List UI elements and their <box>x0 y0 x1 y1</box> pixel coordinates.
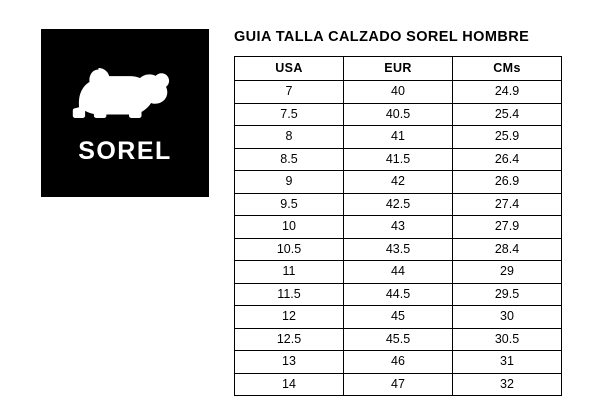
cell-eur: 43 <box>344 216 453 239</box>
table-row <box>235 373 562 396</box>
cell-eur: 41 <box>344 126 453 149</box>
brand-wordmark: SOREL <box>78 136 172 165</box>
page-title: GUIA TALLA CALZADO SOREL HOMBRE <box>234 29 530 45</box>
brand-block <box>41 29 209 197</box>
cell-eur: 44 <box>344 261 453 284</box>
table-row <box>235 283 562 306</box>
table-row <box>235 351 562 374</box>
table-row <box>235 193 562 216</box>
cell-usa: 9 <box>235 171 344 194</box>
cell-cms: 27.4 <box>453 193 562 216</box>
cell-cms: 26.4 <box>453 148 562 171</box>
cell-eur: 45 <box>344 306 453 329</box>
cell-usa: 11.5 <box>235 283 344 306</box>
cell-usa: 8 <box>235 126 344 149</box>
size-table <box>234 56 562 396</box>
size-table-section <box>234 29 562 396</box>
cell-usa: 8.5 <box>235 148 344 171</box>
cell-usa: 10.5 <box>235 238 344 261</box>
cell-usa: 13 <box>235 351 344 374</box>
table-row <box>235 103 562 126</box>
cell-eur: 40.5 <box>344 103 453 126</box>
cell-cms: 24.9 <box>453 81 562 104</box>
cell-cms: 29 <box>453 261 562 284</box>
cell-cms: 27.9 <box>453 216 562 239</box>
table-head <box>235 57 562 81</box>
cell-usa: 7.5 <box>235 103 344 126</box>
cell-usa: 12.5 <box>235 328 344 351</box>
table-row <box>235 261 562 284</box>
cell-usa: 12 <box>235 306 344 329</box>
column-header-eur: EUR <box>344 57 453 81</box>
table-header-row <box>235 57 562 81</box>
cell-cms: 25.4 <box>453 103 562 126</box>
cell-eur: 40 <box>344 81 453 104</box>
polar-bear-icon <box>65 61 185 131</box>
cell-cms: 32 <box>453 373 562 396</box>
cell-eur: 44.5 <box>344 283 453 306</box>
table-row <box>235 238 562 261</box>
table-row <box>235 148 562 171</box>
cell-eur: 45.5 <box>344 328 453 351</box>
cell-cms: 29.5 <box>453 283 562 306</box>
cell-eur: 47 <box>344 373 453 396</box>
cell-eur: 46 <box>344 351 453 374</box>
column-header-usa: USA <box>235 57 344 81</box>
table-row <box>235 171 562 194</box>
cell-cms: 26.9 <box>453 171 562 194</box>
cell-eur: 43.5 <box>344 238 453 261</box>
table-row <box>235 328 562 351</box>
cell-usa: 7 <box>235 81 344 104</box>
cell-eur: 42 <box>344 171 453 194</box>
table-body <box>235 81 562 396</box>
cell-cms: 28.4 <box>453 238 562 261</box>
cell-eur: 42.5 <box>344 193 453 216</box>
cell-usa: 10 <box>235 216 344 239</box>
cell-usa: 11 <box>235 261 344 284</box>
table-row <box>235 216 562 239</box>
cell-cms: 30 <box>453 306 562 329</box>
table-row <box>235 81 562 104</box>
cell-eur: 41.5 <box>344 148 453 171</box>
cell-usa: 9.5 <box>235 193 344 216</box>
table-row <box>235 306 562 329</box>
column-header-cms: CMs <box>453 57 562 81</box>
table-row <box>235 126 562 149</box>
cell-usa: 14 <box>235 373 344 396</box>
cell-cms: 25.9 <box>453 126 562 149</box>
cell-cms: 31 <box>453 351 562 374</box>
cell-cms: 30.5 <box>453 328 562 351</box>
